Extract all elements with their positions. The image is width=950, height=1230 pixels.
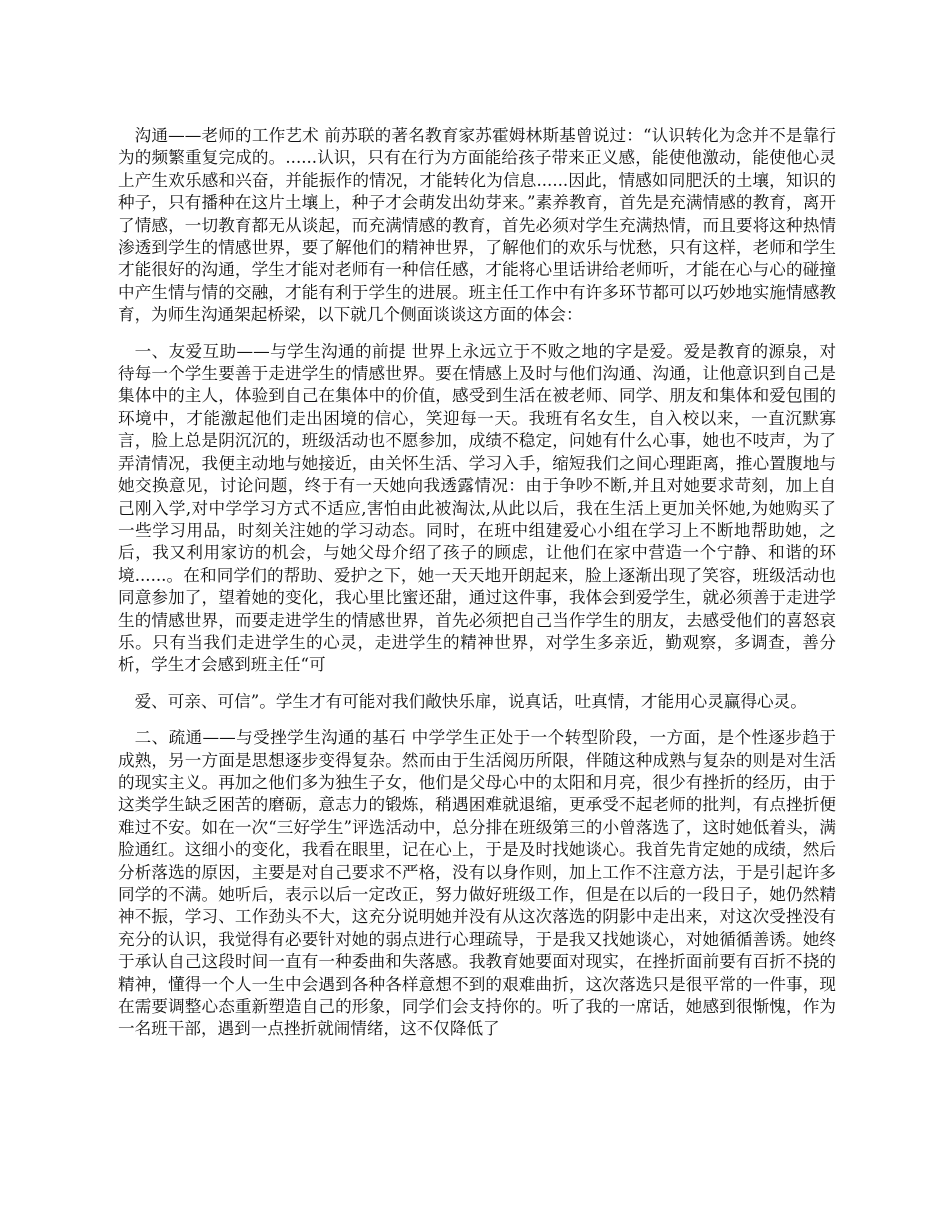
paragraph-section-two: 二、疏通——与受挫学生沟通的基石 中学学生正处于一个转型阶段，一方面，是个性逐步趋于成熟，另一方面是思想逐步变得复杂。然而由于生活阅历所限，伴随这种成熟与复杂的则是对生活的现实主义。再加之他们多为独生子女，他们是父母心中的太阳和月亮，很少有挫折的经历，由于这类学生缺乏困苦的磨砺，意志力的锻炼，稍遇困难就退缩，更承受不起老师的批判，有点挫折便难过不安。如在一次“三好学生”评选活动中，总分排在班级第三的小曾落选了，这时她低着头，满脸通红。这细小的变化，我看在眼里，记在心上，于是及时找她谈心。我首先肯定她的成绩，然后分析落选的原因，主要是对自己要求不严格，没有以身作则，加上工作不注意方法，于是引起许多同学的不满。她听后，表示以后一定改正，努力做好班级工作，但是在以后的一段日子，她仍然精神不振，学习、工作劲头不大，这充分说明她并没有从这次落选的阴影中走出来，对这次受挫没有充分的认识，我觉得有必要针对她的弱点进行心理疏导，于是我又找她谈心，对她循循善诱。她终于承认自己这段时间一直有一种委曲和失落感。我教育她要面对现实，在挫折面前要有百折不挠的精神，懂得一个人一生中会遇到各种各样意想不到的艰难曲折，这次落选只是很平常的一件事，现在需要调整心态重新塑造自己的形象，同学们会支持你的。听了我的一席话，她感到很惭愧，作为一名班干部，遇到一点挫折就闹情绪，这不仅降低了 bbox=[118, 728, 836, 1039]
document-body bbox=[118, 125, 836, 1055]
paragraph-section-one: 一、友爱互助——与学生沟通的前提 世界上永远立于不败之地的字是爱。爱是教育的源泉，对待每一个学生要善于走进学生的情感世界。要在情感上及时与他们沟通、沟通，让他意识到自己是集体中的主人，体验到自己在集体中的价值，感受到生活在被老师、同学、朋友和集体和爱包围的环境中，才能激起他们走出困境的信心，笑迎每一天。我班有名女生，自入校以来，一直沉默寡言，脸上总是阴沉沉的，班级活动也不愿参加，成绩不稳定，问她有什么心事，她也不吱声，为了弄清情况，我便主动地与她接近，由关怀生活、学习入手，缩短我们之间心理距离，推心置腹地与她交换意见，讨论问题，终于有一天她向我透露情况：由于争吵不断,并且对她要求苛刻，加上自己刚入学,对中学学习方式不适应,害怕由此被淘汰,从此以后，我在生活上更加关怀她,为她购买了一些学习用品，时刻关注她的学习动态。同时，在班中组建爱心小组在学习上不断地帮助她，之后，我又利用家访的机会，与她父母介绍了孩子的顾虑，让他们在家中营造一个宁静、和谐的环境......。在和同学们的帮助、爱护之下，她一天天地开朗起来，脸上逐渐出现了笑容，班级活动也同意参加了，望着她的变化，我心里比蜜还甜，通过这件事，我体会到爱学生，就必须善于走进学生的情感世界，而要走进学生的情感世界，首先必须把自己当作学生的朋友，去感受他们的喜怒哀乐。只有当我们走进学生的心灵，走进学生的精神世界，对学生多亲近，勤观察，多调查，善分析，学生才会感到班主任“可 bbox=[118, 341, 836, 675]
paragraph-intro: 沟通——老师的工作艺术 前苏联的著名教育家苏霍姆林斯基曾说过：“认识转化为念并不是靠行为的频繁重复完成的。......认识，只有在行为方面能给孩子带来正义感，能使他激动，能使他心灵上产生欢乐感和兴奋，并能振作的情况，才能转化为信息......因此，情感如同肥沃的土壤，知识的种子，只有播种在这片土壤上，种子才会萌发出幼芽来。”素养教育，首先是充满情感的教育，离开了情感，一切教育都无从谈起，而充满情感的教育，首先必须对学生充满热情，而且要将这种热情渗透到学生的情感世界，要了解他们的精神世界，了解他们的欢乐与忧愁，只有这样，老师和学生才能很好的沟通，学生才能对老师有一种信任感，才能将心里话讲给老师听，才能在心与心的碰撞中产生情与情的交融，才能有利于学生的进展。班主任工作中有许多环节都可以巧妙地实施情感教育，为师生沟通架起桥梁，以下就几个侧面谈谈这方面的体会： bbox=[118, 126, 836, 325]
paragraph-section-one-continued: 爱、可亲、可信”。学生才有可能对我们敞快乐扉，说真话，吐真情，才能用心灵赢得心灵。 bbox=[134, 691, 807, 711]
